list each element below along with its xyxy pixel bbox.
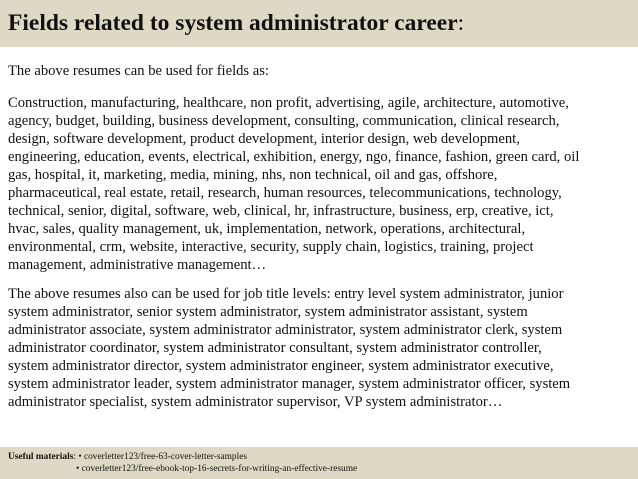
fields-line: environmental, crm, website, interactive, security, supply chain, logistics, training, project [8,239,534,255]
fields-line: agency, budget, building, business development, consulting, communication, clinical research, [8,113,560,129]
fields-line: technical, senior, digital, software, web, clinical, hr, infrastructure, business, erp, creative, ict, [8,203,554,219]
footer-separator: : [73,452,79,462]
fields-line: pharmaceutical, real estate, retail, research, human resources, telecommunications, technology, [8,185,562,201]
job-titles-line: system administrator leader, system administrator manager, system administrator officer, system [8,376,571,392]
fields-line: engineering, education, events, electrical, exhibition, energy, ngo, finance, fashion, green card, oil [8,149,580,165]
footer-link[interactable]: • coverletter123/free-63-cover-letter-samples [78,452,248,462]
job-titles-line: administrator specialist, system administrator supervisor, VP system administrator… [8,394,503,410]
fields-line: hvac, sales, quality management, uk, implementation, network, operations, architectural, [8,221,526,237]
fields-line: management, administrative management… [8,257,267,273]
page-title-colon: : [457,10,465,36]
footer-link[interactable]: • coverletter123/free-ebook-top-16-secrets-for-writing-an-effective-resume [76,464,358,474]
fields-paragraph [8,94,634,274]
page-title [8,10,638,36]
job-titles-paragraph [8,285,634,411]
fields-line: Construction, manufacturing, healthcare, non profit, advertising, agile, architecture, automotive, [8,95,569,111]
title-bar [0,0,638,47]
job-titles-line: administrator coordinator, system administrator consultant, system administrator controller, [8,340,542,356]
footer-label: Useful materials [8,452,74,462]
footer-row-second [8,463,638,475]
job-titles-line: administrator associate, system administrator administrator, system administrator clerk, system [8,322,563,338]
fields-line: gas, hospital, it, marketing, media, mining, nhs, non technical, oil and gas, offshore, [8,167,498,183]
fields-line: design, software development, product development, interior design, web development, [8,131,520,147]
page-title-text: Fields related to system administrator career [8,10,458,36]
intro-text: The above resumes can be used for fields as: [8,63,269,79]
job-titles-line: system administrator, senior system administrator, system administrator assistant, system [8,304,528,320]
footer-row-first [8,451,638,463]
job-titles-line: system administrator director, system administrator engineer, system administrator executive, [8,358,554,374]
content-area [8,62,634,411]
footer-bar [0,447,638,479]
job-titles-line: The above resumes also can be used for job title levels: entry level system administrator, junior [8,286,564,302]
